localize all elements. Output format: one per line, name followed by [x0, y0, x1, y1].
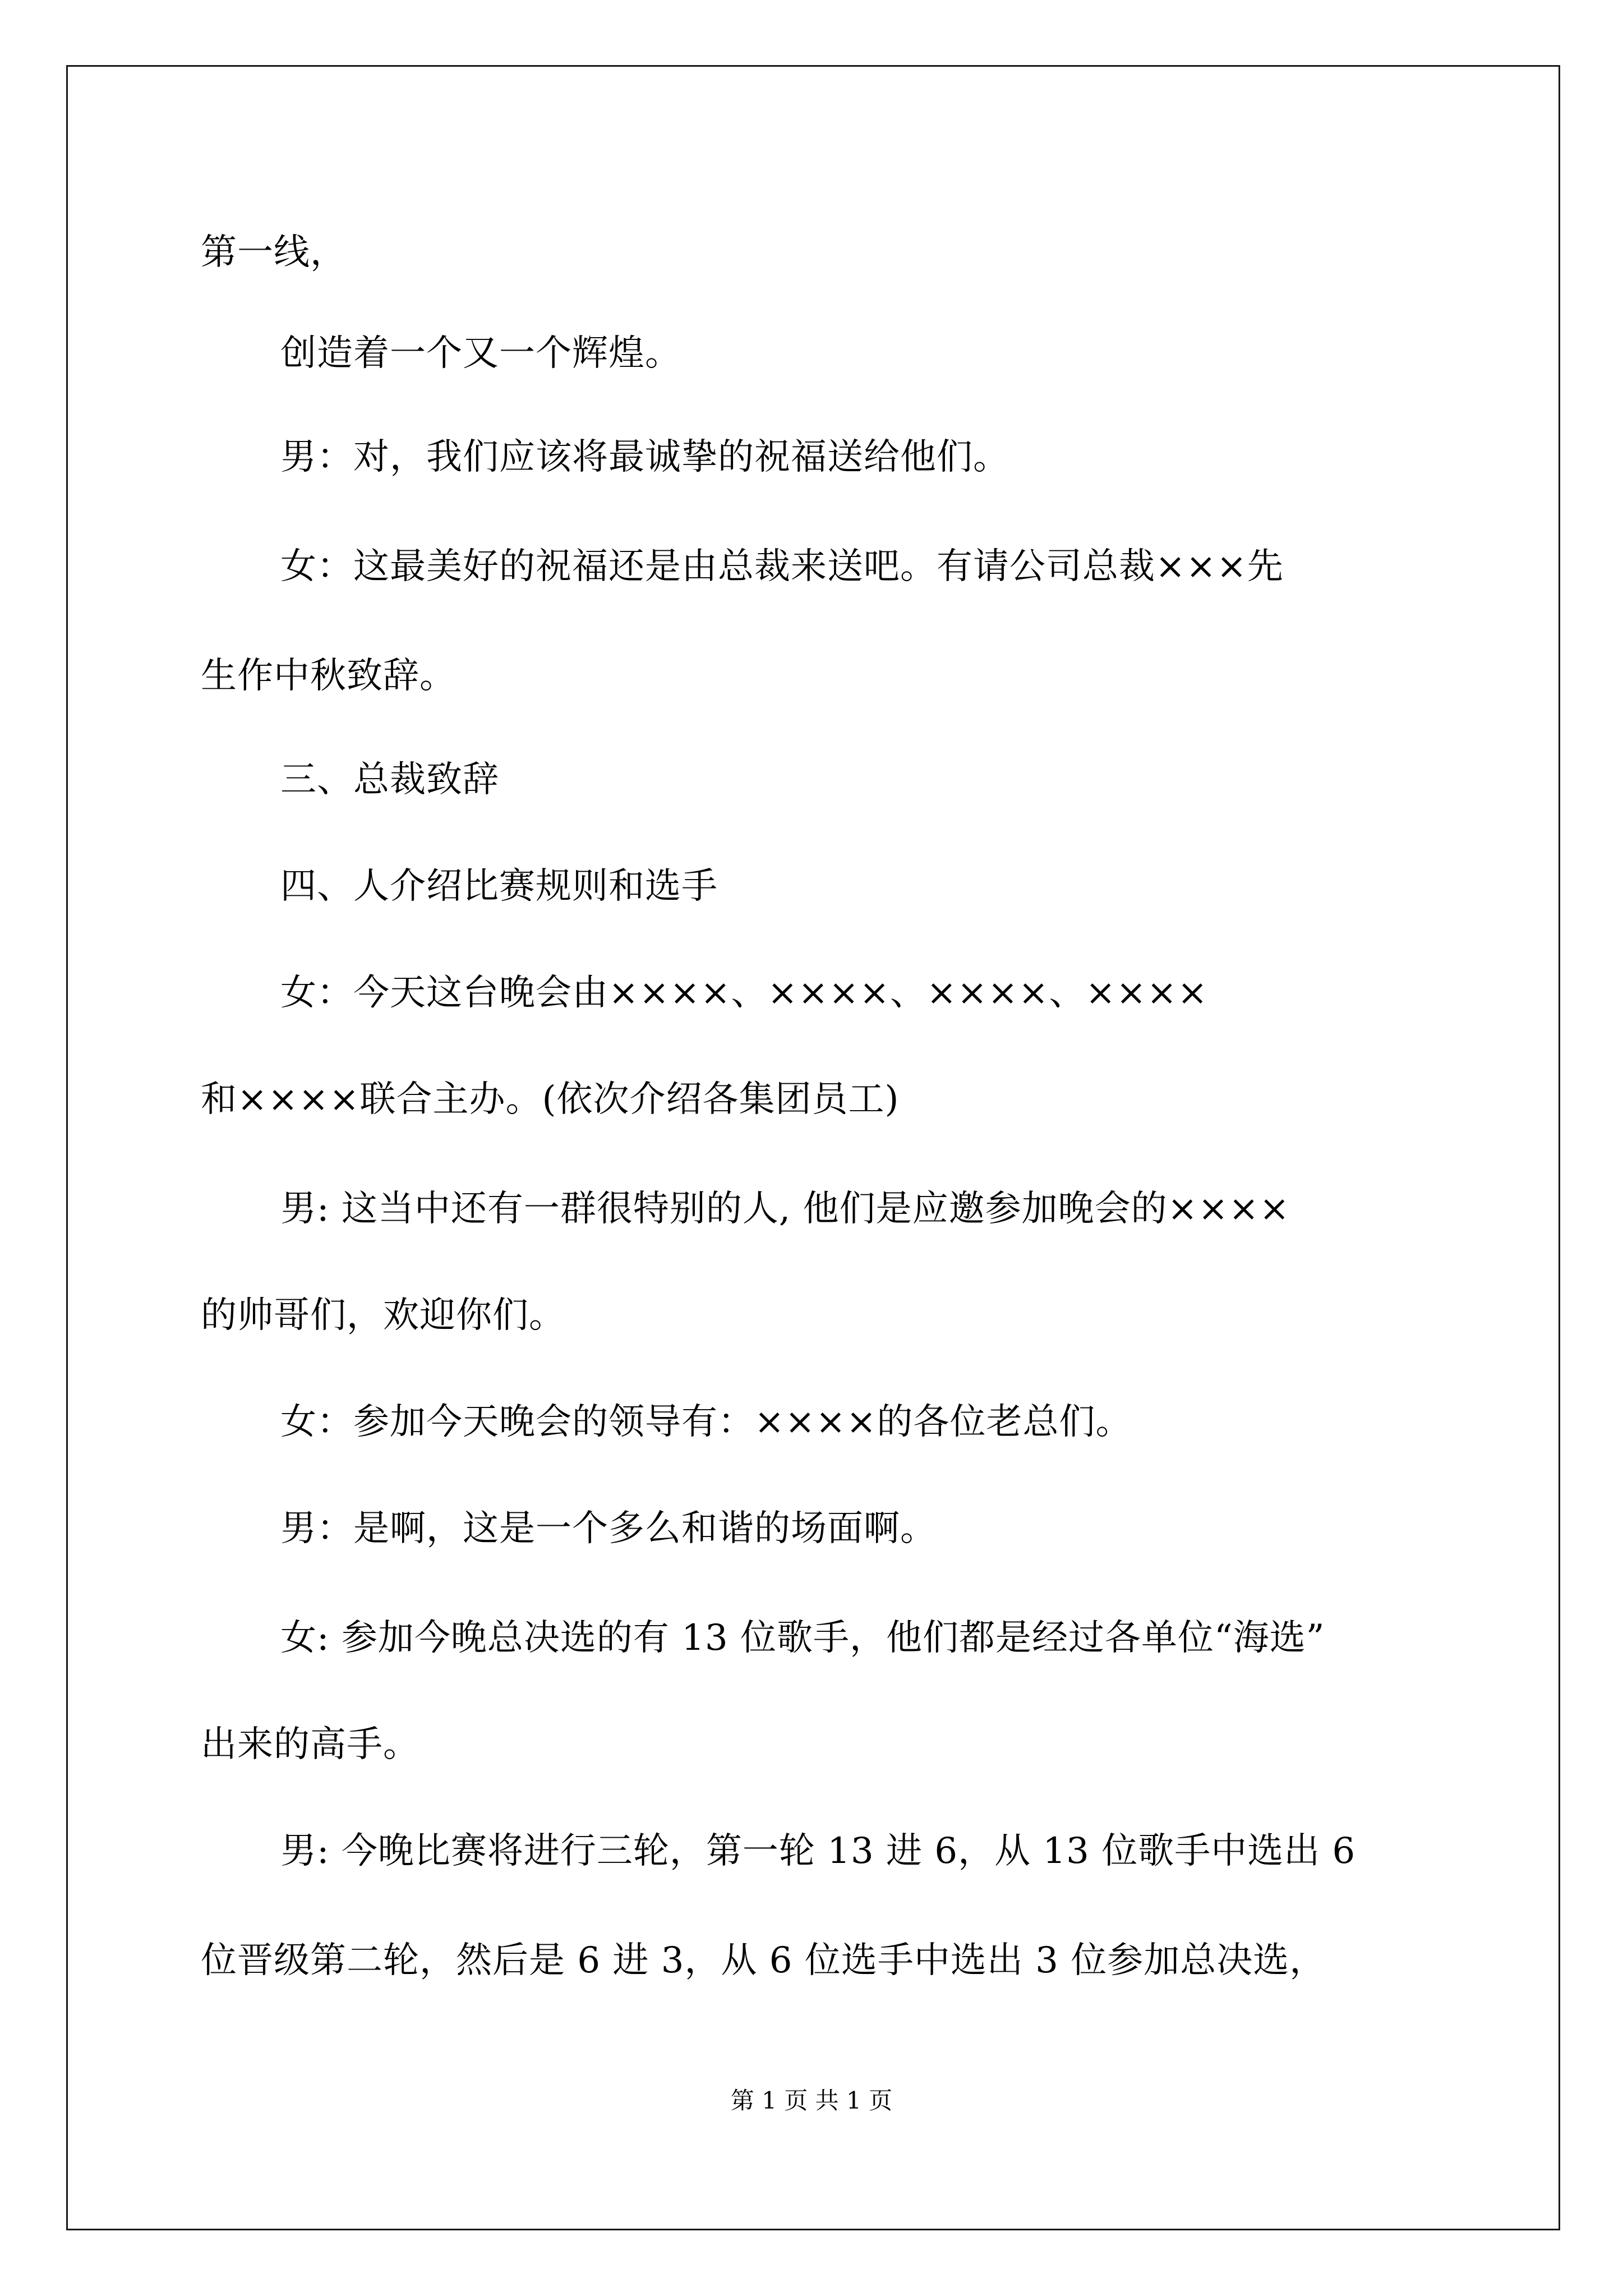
text-line: 出来的高手。: [201, 1724, 419, 1765]
text-line: 和××××联合主办。(依次介绍各集团员工): [201, 1079, 900, 1120]
text-line: 男: 这当中还有一群很特别的人, 他们是应邀参加晚会的××××: [280, 1188, 1290, 1230]
page-border: [66, 65, 1560, 2230]
text-line: 女：参加今天晚会的领导有：××××的各位老总们。: [280, 1401, 1132, 1443]
text-line: 位晋级第二轮，然后是 6 进 3，从 6 位选手中选出 3 位参加总决选，: [201, 1940, 1326, 1981]
text-line: 男：是啊，这是一个多么和谐的场面啊。: [280, 1508, 937, 1549]
page-footer: 第 1 页 共 1 页: [730, 2087, 893, 2114]
text-line: 女：这最美好的祝福还是由总裁来送吧。有请公司总裁×××先: [280, 546, 1284, 587]
text-line: 女：今天这台晚会由××××、××××、××××、××××: [280, 972, 1208, 1014]
text-line: 创造着一个又一个辉煌。: [280, 333, 681, 374]
text-line: 男：对，我们应该将最诚挚的祝福送给他们。: [280, 436, 1009, 478]
text-line: 第一线，: [201, 232, 347, 273]
text-line: 的帅哥们，欢迎你们。: [201, 1295, 565, 1336]
text-line: 女: 参加今晚总决选的有 13 位歌手，他们都是经过各单位“海选”: [280, 1617, 1325, 1659]
text-line: 三、总裁致辞: [280, 759, 499, 800]
text-line: 生作中秋致辞。: [201, 655, 456, 697]
text-line: 男: 今晚比赛将进行三轮，第一轮 13 进 6，从 13 位歌手中选出 6: [280, 1830, 1356, 1872]
text-line: 四、人介绍比赛规则和选手: [280, 866, 718, 907]
